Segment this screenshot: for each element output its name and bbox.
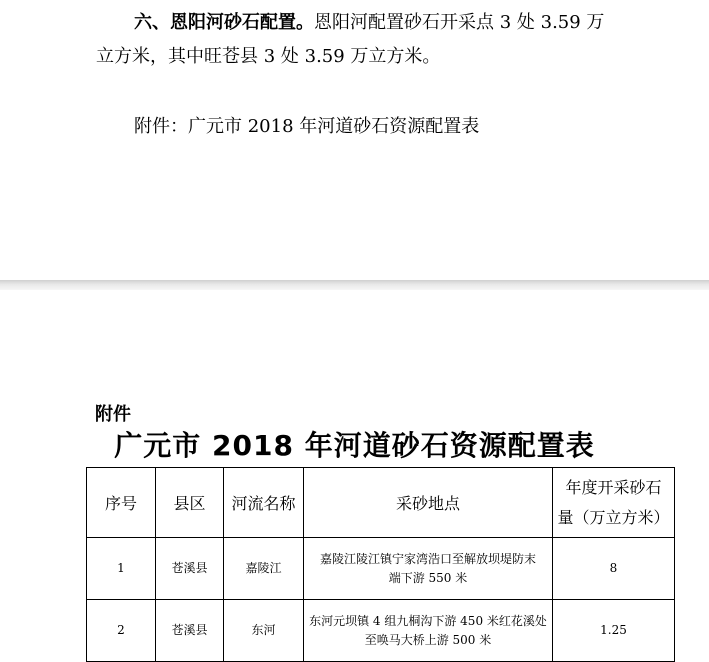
table-header-row (87, 468, 675, 538)
cell-yield: 8 (553, 538, 675, 600)
header-location: 采砂地点 (304, 468, 553, 538)
attachment-label: 附件 (95, 404, 131, 425)
cell-yield: 1.25 (553, 600, 675, 662)
cell-seq: 2 (87, 600, 156, 662)
document-page-top (0, 0, 709, 280)
page-separator (0, 280, 709, 290)
section-6-heading: 六、恩阳河砂石配置。 (134, 12, 314, 33)
header-seq: 序号 (87, 468, 156, 538)
cell-county: 苍溪县 (156, 600, 224, 662)
table-row (87, 600, 675, 662)
section-6-line-1 (134, 6, 604, 40)
cell-river: 东河 (224, 600, 304, 662)
cell-county: 苍溪县 (156, 538, 224, 600)
cell-location-line-2: 至唤马大桥上游 500 米 (364, 632, 492, 647)
cell-seq: 1 (87, 538, 156, 600)
section-6-body-start: 恩阳河配置砂石开采点 3 处 3.59 万 (314, 12, 605, 33)
header-yield-line-2: 量（万立方米） (557, 507, 670, 527)
section-6-line-2: 立方米，其中旺苍县 3 处 3.59 万立方米。 (96, 46, 441, 67)
cell-location-line-2: 端下游 550 米 (388, 570, 468, 585)
table-title: 广元市 2018 年河道砂石资源配置表 (114, 429, 595, 462)
table-row (87, 538, 675, 600)
cell-location-line-1: 东河元坝镇 4 组九桐沟下游 450 米红花溪处 (309, 613, 547, 628)
cell-location (304, 538, 553, 600)
header-county: 县区 (156, 468, 224, 538)
allocation-table (86, 467, 675, 662)
header-yield (553, 468, 675, 538)
cell-river: 嘉陵江 (224, 538, 304, 600)
cell-location (304, 600, 553, 662)
header-yield-line-1: 年度开采砂石 (565, 477, 662, 497)
header-river: 河流名称 (224, 468, 304, 538)
cell-location-line-1: 嘉陵江陵江镇宁家湾浩口至解放坝堤防末 (319, 551, 536, 566)
attachment-reference: 附件：广元市 2018 年河道砂石资源配置表 (134, 116, 480, 137)
